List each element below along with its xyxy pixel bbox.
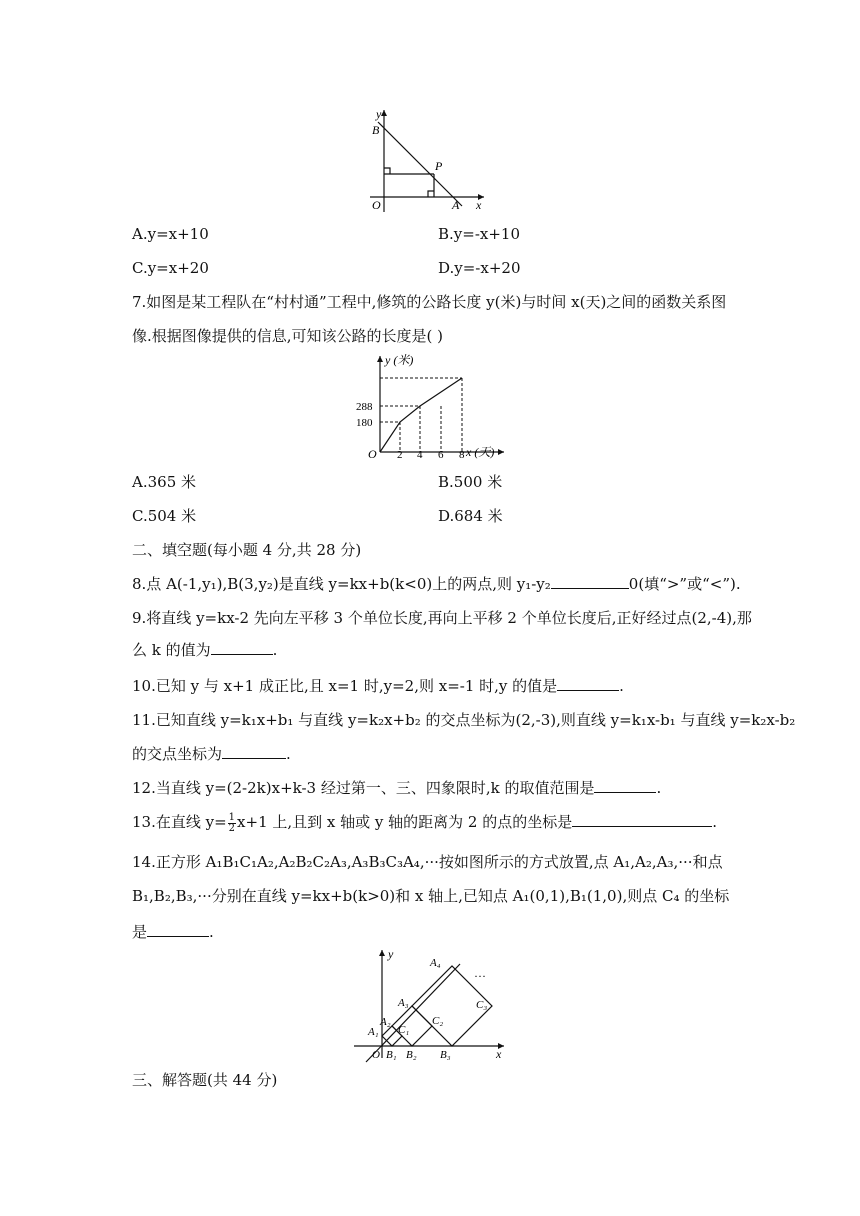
q12-end: . [656,779,662,797]
q13-fraction-numerator: 1 [228,811,236,823]
q8-answer-blank[interactable] [551,574,629,589]
q9-end: . [272,641,278,659]
q10-answer-blank[interactable] [557,676,619,691]
q12-line [132,778,661,798]
q14-fig-label-c3: C₃ [476,999,488,1011]
q14-fig-label-y: y [388,947,394,961]
q6-fig-label-p: P [435,159,443,173]
q12-answer-blank[interactable] [594,778,656,793]
q9-answer-blank[interactable] [211,640,273,655]
q9-line2-text: 么 k 的值为 [132,641,211,659]
q8-tail: 0(填“>”或“<”). [628,575,741,593]
q14-fig-label-c1: C₁ [398,1024,410,1036]
q14-line3 [132,922,214,942]
q11-line1: 11.已知直线 y=k₁x+b₁ 与直线 y=k₂x+b₂ 的交点坐标为(2,-3),则直线 y=k₁x-b₁ 与直线 y=k₂x-b₂ [132,711,796,729]
q7-stem-line1: 7.如图是某工程队在“村村通”工程中,修筑的公路长度 y(米)与时间 x(天)之间的函数关系图 [132,293,727,311]
q14-end: . [209,923,214,941]
q14-fig-label-b2: B₂ [406,1049,417,1061]
q7-option-d: D.684 米 [438,507,503,525]
q7-option-a: A.365 米 [132,473,196,491]
q7-option-b: B.500 米 [438,473,503,491]
q10-end: . [619,677,624,695]
q14-fig-label-a2: A₂ [380,1016,391,1028]
q13-pre: 13.在直线 y= [132,813,227,831]
section-3-heading: 三、解答题(共 44 分) [132,1071,278,1089]
q6-fig-label-b: B [372,123,380,137]
q10-line [132,676,624,696]
q11-answer-blank[interactable] [222,744,286,759]
q6-option-d: D.y=-x+20 [438,259,521,277]
q7-fig-tick-4: 4 [417,449,423,461]
q14-answer-blank[interactable] [147,922,209,937]
q13-fraction [228,813,236,834]
q12-text: 12.当直线 y=(2-2k)x+k-3 经过第一、三、四象限时,k 的取值范围是 [132,779,595,797]
q6-fig-label-o: O [372,198,381,212]
q11-line2-text: 的交点坐标为 [132,745,223,763]
q7-figure [352,350,512,462]
q6-figure [368,104,488,214]
q9-line1: 9.将直线 y=kx-2 先向左平移 3 个单位长度,再向上平移 2 个单位长度后,正好经过点(2,-4),那 [132,609,752,627]
q14-fig-label-b3: B₃ [440,1049,451,1061]
q8-line [132,574,741,594]
q6-fig-label-y: y [376,107,382,121]
q14-figure [348,946,514,1064]
q10-text: 10.已知 y 与 x+1 成正比,且 x=1 时,y=2,则 x=-1 时,y 的值是 [132,677,558,695]
q14-fig-label-a4: A₄ [430,957,441,969]
q14-line3-text: 是 [132,923,148,941]
q14-fig-label-x: x [496,1047,502,1061]
q7-fig-label-o: O [368,447,377,461]
q13-end: . [712,813,718,831]
q9-line2 [132,640,277,660]
q7-fig-label-x: x (天) [466,445,495,459]
q13-fraction-denominator: 2 [228,822,236,834]
q14-fig-label-c2: C₂ [432,1015,444,1027]
q7-fig-value-180: 180 [356,417,373,429]
q13-answer-blank[interactable] [572,812,712,827]
q13-post: x+1 上,且到 x 轴或 y 轴的距离为 2 的点的坐标是 [237,813,573,831]
q14-line2: B₁,B₂,B₃,···分别在直线 y=kx+b(k>0)和 x 轴上,已知点 A₁(0,1),B₁(1,0),则点 C₄ 的坐标 [132,887,730,905]
q14-line1: 14.正方形 A₁B₁C₁A₂,A₂B₂C₂A₃,A₃B₃C₃A₄,···按如图所示的方式放置,点 A₁,A₂,A₃,···和点 [132,853,723,871]
q7-stem-line2: 像.根据图像提供的信息,可知该公路的长度是( ) [132,327,444,345]
q6-fig-label-x: x [476,198,482,212]
q7-fig-tick-8: 8 [459,449,465,461]
q7-fig-tick-6: 6 [438,449,444,461]
q8-text: 8.点 A(-1,y₁),B(3,y₂)是直线 y=kx+b(k<0)上的两点,则 y₁-y₂ [132,575,551,593]
q14-fig-ellipsis: ··· [474,969,486,983]
q14-fig-label-o: O [372,1049,380,1061]
q6-option-c: C.y=x+20 [132,259,209,277]
q7-fig-tick-2: 2 [397,449,403,461]
q14-fig-label-a3: A₃ [398,997,409,1009]
q7-fig-label-y: y (米) [385,353,414,367]
q14-fig-label-a1: A₁ [368,1026,379,1038]
q14-fig-label-b1: B₁ [386,1049,397,1061]
q13-line [132,812,717,834]
q6-fig-label-a: A [452,198,460,212]
q6-option-a: A.y=x+10 [132,225,209,243]
q11-line2 [132,744,291,764]
q7-fig-value-288: 288 [356,401,373,413]
q6-option-b: B.y=-x+10 [438,225,521,243]
q7-option-c: C.504 米 [132,507,197,525]
q11-end: . [286,745,291,763]
section-2-heading: 二、填空题(每小题 4 分,共 28 分) [132,541,362,559]
